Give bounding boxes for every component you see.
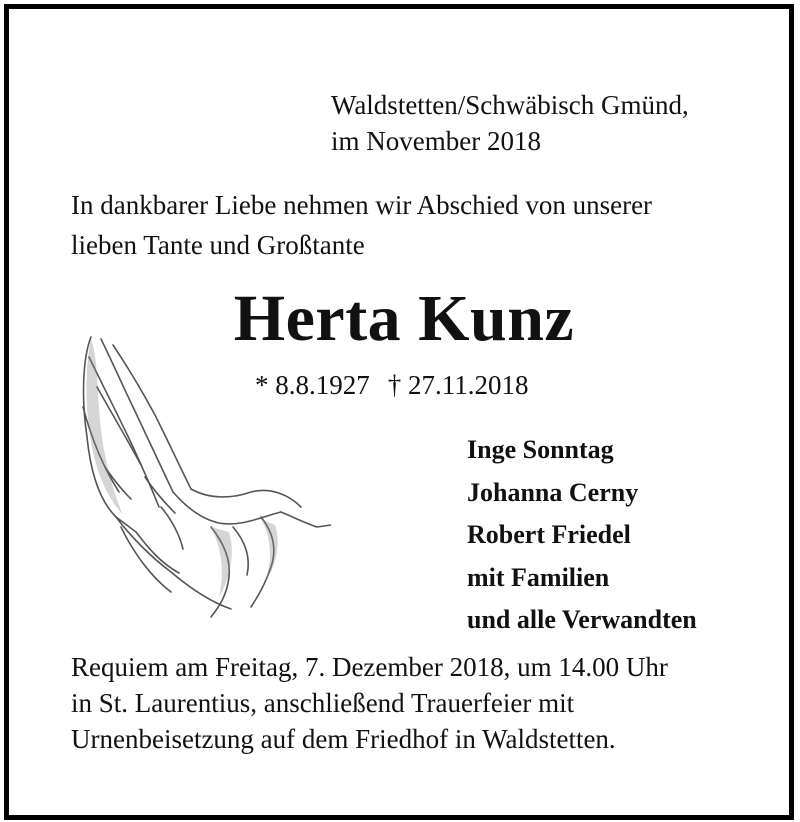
mourner-item: und alle Verwandten	[467, 605, 697, 634]
death-date: † 27.11.2018	[387, 370, 529, 400]
birth-date: * 8.8.1927	[255, 370, 370, 400]
date-line: im November 2018	[331, 126, 541, 156]
intro-line-2: lieben Tante und Großtante	[71, 230, 365, 260]
place-line: Waldstetten/Schwäbisch Gmünd,	[331, 90, 689, 120]
requiem-info	[71, 649, 668, 757]
place-date	[331, 87, 689, 159]
requiem-line-3: Urnenbeisetzung auf dem Friedhof in Waldstetten.	[71, 724, 616, 754]
intro-line-1: In dankbarer Liebe nehmen wir Abschied von unserer	[71, 190, 653, 220]
deceased-name: Herta Kunz	[233, 282, 575, 355]
requiem-line-1: Requiem am Freitag, 7. Dezember 2018, um 14.00 Uhr	[71, 652, 668, 682]
requiem-line-2: in St. Laurentius, anschließend Trauerfeier mit	[71, 688, 575, 718]
mourner-item: Robert Friedel	[467, 520, 631, 549]
obituary-frame	[4, 4, 794, 820]
intro-text	[71, 185, 652, 265]
mourner-item: mit Familien	[467, 562, 610, 592]
life-dates	[255, 365, 529, 405]
mourner-item: Johanna Cerny	[467, 477, 639, 507]
mourners-list	[467, 429, 697, 642]
mourner-item: Inge Sonntag	[467, 435, 614, 464]
